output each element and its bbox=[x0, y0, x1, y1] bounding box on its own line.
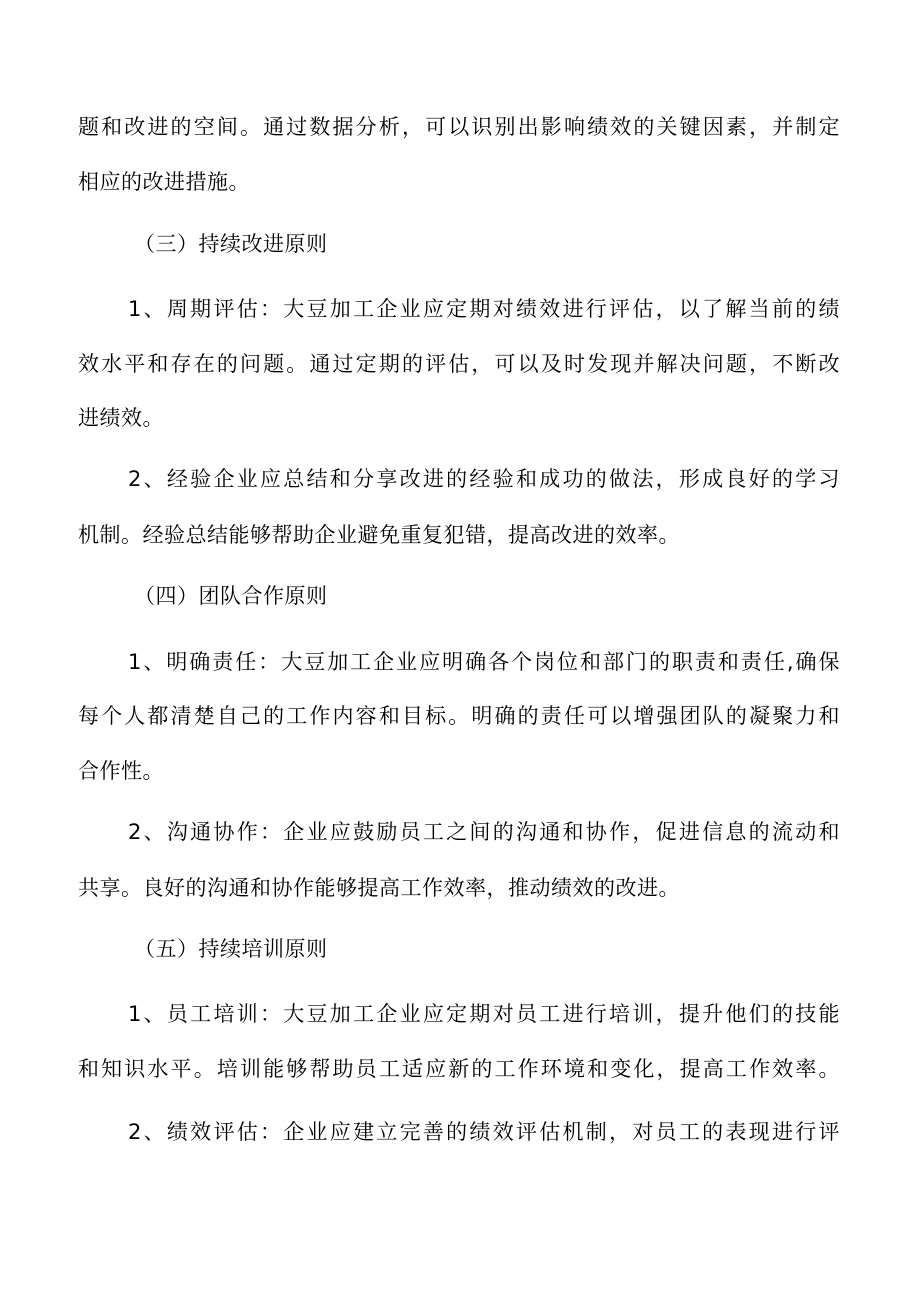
section-heading: （三）持续改进原则 bbox=[134, 232, 328, 256]
paragraph-line: 共享。良好的沟通和协作能够提高工作效率，推动绩效的改进。 bbox=[78, 876, 680, 900]
paragraph-line: 机制。经验总结能够帮助企业避免重复犯错，提高改进的效率。 bbox=[78, 523, 680, 547]
paragraph-line: 1、明确责任：大豆加工企业应明确各个岗位和部门的职责和责任,确保 bbox=[128, 650, 840, 674]
paragraph-line: 和知识水平。培训能够帮助员工适应新的工作环境和变化，提高工作效率。 bbox=[78, 1057, 840, 1081]
paragraph-line: 题和改进的空间。通过数据分析，可以识别出影响绩效的关键因素，并制定 bbox=[78, 115, 840, 139]
paragraph-line: 2、经验企业应总结和分享改进的经验和成功的做法，形成良好的学习 bbox=[128, 467, 840, 491]
section-heading: （四）团队合作原则 bbox=[134, 584, 328, 608]
paragraph-line: 1、员工培训：大豆加工企业应定期对员工进行培训，提升他们的技能 bbox=[128, 1002, 840, 1026]
paragraph-line: 2、绩效评估：企业应建立完善的绩效评估机制，对员工的表现进行评 bbox=[128, 1120, 840, 1144]
paragraph-line: 效水平和存在的问题。通过定期的评估，可以及时发现并解决问题，不断改 bbox=[78, 352, 840, 376]
paragraph-line: 合作性。 bbox=[78, 759, 164, 783]
paragraph-line: 相应的改进措施。 bbox=[78, 170, 250, 194]
paragraph-line: 1、周期评估：大豆加工企业应定期对绩效进行评估，以了解当前的绩 bbox=[128, 297, 840, 321]
paragraph-line: 进绩效。 bbox=[78, 406, 164, 430]
section-heading: （五）持续培训原则 bbox=[134, 937, 328, 961]
paragraph-line: 2、沟通协作：企业应鼓励员工之间的沟通和协作，促进信息的流动和 bbox=[128, 820, 840, 844]
paragraph-line: 每个人都清楚自己的工作内容和目标。明确的责任可以增强团队的凝聚力和 bbox=[78, 704, 840, 728]
